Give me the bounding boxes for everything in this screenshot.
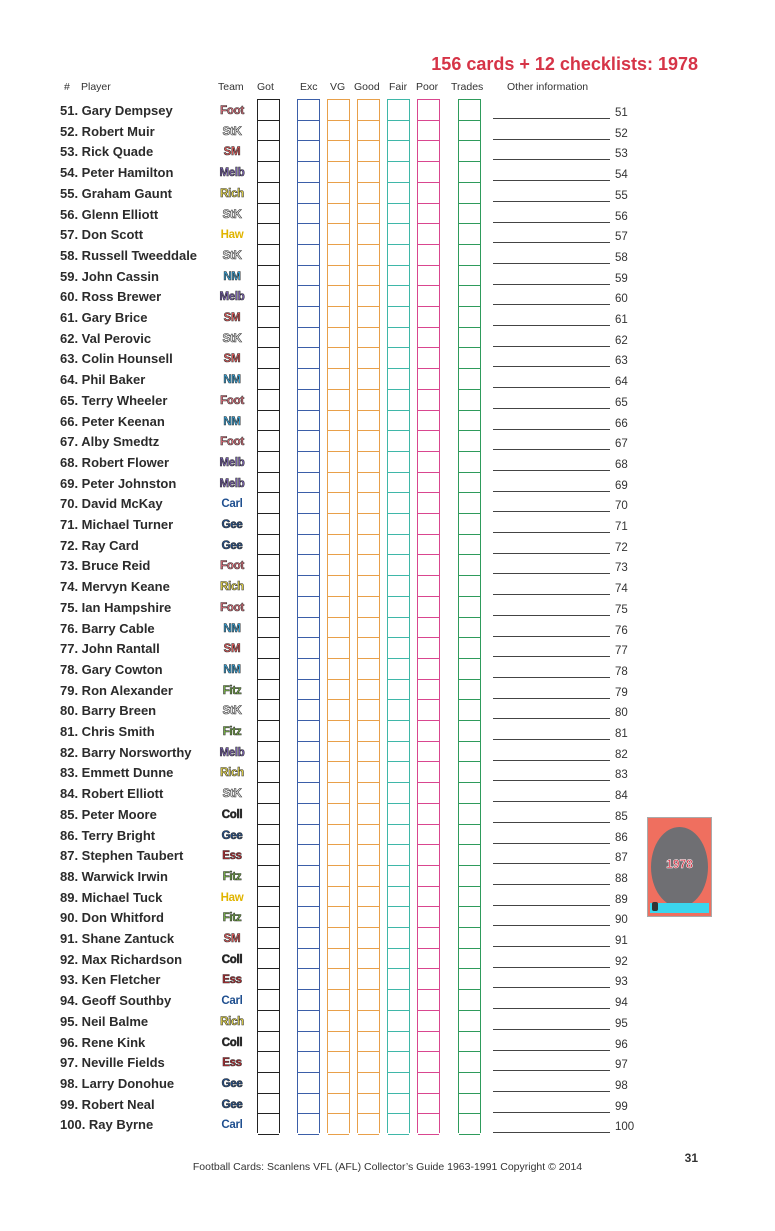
team-badge: StK [222,332,242,345]
player-name: 87. Stephen Taubert [60,848,184,864]
player-name: 99. Robert Neal [60,1096,155,1112]
other-information-line[interactable] [493,594,610,595]
page-title: 156 cards + 12 checklists: 1978 [431,54,698,74]
player-name: 63. Colin Hounsell [60,351,173,367]
card-number: 85 [615,810,628,823]
table-row [0,578,775,598]
other-information-line[interactable] [493,159,610,160]
other-information-line[interactable] [493,615,610,616]
table-row [0,288,775,308]
card-number: 88 [615,872,628,885]
card-number: 81 [615,728,628,740]
player-name: 79. Ron Alexander [60,682,173,698]
player-name: 52. Robert Muir [60,123,155,139]
table-row [0,392,775,412]
checkbox-cell[interactable] [459,99,480,100]
card-number: 94 [615,997,628,1010]
other-information-line[interactable] [493,677,610,678]
other-information-line[interactable] [493,346,610,347]
header-poor: Poor [416,81,439,93]
player-name: 51. Gary Dempsey [60,103,173,118]
card-number: 63 [615,355,628,368]
table-row [0,309,775,329]
team-badge: Coll [221,953,243,966]
table-row [0,661,775,681]
card-number: 71 [615,521,628,533]
other-information-line[interactable] [493,656,610,657]
team-badge: Ess [222,974,242,987]
team-badge: Melb [219,477,245,490]
team-badge: StK [222,125,242,138]
player-name: 98. Larry Donohue [60,1075,175,1091]
table-row [0,702,775,722]
table-row [0,537,775,557]
card-number: 54 [615,169,628,182]
team-badge: Fitz [222,870,242,883]
player-name: 86. Terry Bright [60,827,156,843]
table-row [0,371,775,391]
other-information-line[interactable] [493,884,610,885]
card-number: 99 [615,1100,628,1113]
team-badge: Rich [220,187,244,200]
table-row [0,785,775,805]
team-badge: Ess [222,1057,242,1070]
card-number: 87 [615,852,628,865]
player-name: 96. Rene Kink [60,1034,146,1050]
player-name: 78. Gary Cowton [60,661,163,677]
page-number: 31 [684,1151,698,1165]
table-row [0,516,775,536]
table-row [0,971,775,991]
table-row [0,744,775,764]
checkbox-cell[interactable] [298,99,319,100]
card-number: 80 [615,707,628,720]
other-information-line[interactable] [493,698,610,699]
card-number: 89 [615,893,628,906]
team-badge: Foot [220,394,244,407]
player-name: 84. Robert Elliott [60,786,164,802]
player-name: 71. Michael Turner [60,517,174,532]
player-name: 72. Ray Card [60,537,139,553]
card-number: 68 [615,458,628,471]
team-badge: Foot [220,105,244,117]
player-name: 82. Barry Norsworthy [60,744,192,760]
other-information-line[interactable] [493,1050,610,1051]
card-number: 66 [615,417,628,430]
player-name: 88. Warwick Irwin [60,868,168,884]
team-badge: Carl [221,498,243,511]
team-badge: StK [222,249,242,262]
player-name: 93. Ken Fletcher [60,972,161,988]
team-badge: Ess [222,850,242,863]
team-badge: NM [223,415,241,428]
checkbox-cell[interactable] [418,99,439,100]
table-row [0,1075,775,1095]
table-row [0,1034,775,1054]
table-row [0,992,775,1012]
team-badge: SM [223,146,241,159]
player-name: 94. Geoff Southby [60,993,172,1009]
player-name: 100. Ray Byrne [60,1117,154,1133]
table-row [0,185,775,205]
table-row [0,226,775,246]
other-information-line[interactable] [493,429,610,430]
table-row [0,1116,775,1136]
table-row [0,454,775,474]
player-name: 54. Peter Hamilton [60,165,174,181]
other-information-line[interactable] [493,263,610,264]
team-badge: Coll [221,808,243,821]
table-row [0,350,775,370]
team-badge: SM [223,312,241,324]
team-badge: NM [223,663,241,676]
other-information-line[interactable] [493,470,610,471]
table-row [0,599,775,619]
other-information-line[interactable] [493,284,610,285]
table-row [0,475,775,495]
other-information-line[interactable] [493,905,610,906]
other-information-line[interactable] [493,1091,610,1092]
header-fair: Fair [389,81,408,93]
card-number: 62 [615,334,628,347]
card-number: 100 [615,1121,635,1134]
team-badge: Carl [221,995,243,1008]
header-exc: Exc [300,81,318,93]
header-other-information: Other information [507,81,589,93]
card-number: 61 [615,314,628,326]
player-name: 53. Rick Quade [60,144,154,160]
player-name: 83. Emmett Dunne [60,765,174,781]
team-badge: StK [222,705,242,718]
card-number: 79 [615,686,628,699]
other-information-line[interactable] [493,387,610,388]
checkbox-cell[interactable] [328,99,349,100]
team-badge: Melb [219,746,245,759]
header-got: Got [257,81,274,93]
checkbox-cell[interactable] [358,99,379,100]
table-row [0,723,775,743]
other-information-line[interactable] [493,946,610,947]
other-information-line[interactable] [493,201,610,202]
card-number: 77 [615,645,628,658]
player-name: 69. Peter Johnston [60,475,177,491]
card-number: 86 [615,831,628,844]
team-badge: Melb [219,456,245,469]
other-information-line[interactable] [493,242,610,243]
player-name: 65. Terry Wheeler [60,392,168,408]
other-information-line[interactable] [493,718,610,719]
player-name: 85. Peter Moore [60,806,157,822]
other-information-line[interactable] [493,1112,610,1113]
team-badge: NM [223,270,241,283]
other-information-line[interactable] [493,863,610,864]
footer-copyright: Football Cards: Scanlens VFL (AFL) Collector’s Guide 1963-1991 Copyright © 2014 [192,1161,583,1173]
table-row [0,330,775,350]
team-badge: StK [222,208,242,221]
table-row [0,1054,775,1074]
card-number: 52 [615,127,628,140]
table-row [0,102,775,122]
player-name: 64. Phil Baker [60,372,146,388]
team-badge: Carl [221,1119,243,1132]
card-number: 98 [615,1079,628,1092]
team-badge: SM [223,353,241,366]
card-year-label: 1978 [666,857,693,871]
player-name: 60. Ross Brewer [60,289,162,305]
player-name: 74. Mervyn Keane [60,579,170,595]
card-figure [652,902,658,911]
team-badge: NM [223,374,241,387]
player-name: 68. Robert Flower [60,454,170,470]
team-badge: SM [223,643,241,656]
card-number: 93 [615,976,628,989]
card-number: 59 [615,272,628,285]
table-row [0,1096,775,1116]
player-name: 73. Bruce Reid [60,558,151,574]
card-number: 57 [615,231,628,244]
other-information-line[interactable] [493,222,610,223]
table-row [0,495,775,515]
player-name: 62. Val Perovic [60,330,152,346]
other-information-line[interactable] [493,511,610,512]
table-row [0,930,775,950]
other-information-line[interactable] [493,843,610,844]
player-name: 70. David McKay [60,496,163,512]
player-name: 77. John Rantall [60,641,160,657]
player-name: 91. Shane Zantuck [60,931,175,946]
player-name: 57. Don Scott [60,227,144,243]
other-information-line[interactable] [493,1008,610,1009]
table-row [0,164,775,184]
player-name: 75. Ian Hampshire [60,599,172,615]
team-badge: Melb [219,291,245,304]
team-badge: Fitz [222,684,242,697]
team-badge: StK [222,788,242,801]
player-name: 81. Chris Smith [60,724,155,739]
player-name: 58. Russell Tweeddale [60,247,198,263]
team-badge: Gee [221,829,243,842]
other-information-line[interactable] [493,739,610,740]
checkbox-cell[interactable] [388,99,409,100]
card-number: 56 [615,210,628,223]
team-badge: Gee [221,539,243,552]
table-row [0,247,775,267]
card-number: 96 [615,1038,628,1051]
header-good: Good [354,81,380,93]
table-row [0,620,775,640]
table-row [0,206,775,226]
other-information-line[interactable] [493,760,610,761]
player-name: 90. Don Whitford [60,910,164,926]
team-badge: Foot [220,601,244,614]
team-badge: Foot [220,436,244,449]
other-information-line[interactable] [493,925,610,926]
team-badge: Gee [221,1098,243,1111]
card-number: 67 [615,438,628,451]
other-information-line[interactable] [493,1070,610,1071]
player-name: 66. Peter Keenan [60,413,165,429]
player-name: 56. Glenn Elliott [60,206,159,222]
team-badge: Fitz [222,912,242,925]
other-information-line[interactable] [493,139,610,140]
table-row [0,413,775,433]
header-hash: # [64,81,70,93]
player-name: 95. Neil Balme [60,1013,149,1029]
team-badge: Gee [221,519,243,531]
table-row [0,640,775,660]
other-information-line[interactable] [493,801,610,802]
other-information-line[interactable] [493,967,610,968]
card-number: 51 [615,107,628,119]
player-name: 67. Alby Smedtz [60,434,160,450]
table-row [0,433,775,453]
team-badge: Fitz [222,726,242,738]
card-number: 90 [615,914,628,927]
table-row [0,557,775,577]
other-information-line[interactable] [493,408,610,409]
table-row [0,682,775,702]
other-information-line[interactable] [493,987,610,988]
table-row [0,268,775,288]
other-information-line[interactable] [493,636,610,637]
header-trades: Trades [451,81,484,93]
header-team: Team [218,81,244,93]
card-number: 84 [615,790,628,803]
other-information-line[interactable] [493,532,610,533]
player-name: 92. Max Richardson [60,951,183,967]
team-badge: NM [223,622,241,635]
other-information-line[interactable] [493,449,610,450]
card-number: 91 [615,935,628,947]
other-information-line[interactable] [493,1132,610,1133]
player-name: 76. Barry Cable [60,620,155,636]
header-vg: VG [330,81,346,93]
team-badge: SM [223,933,241,945]
card-number: 78 [615,665,628,678]
team-badge: Haw [220,891,244,904]
card-number: 76 [615,624,628,637]
team-badge: Rich [220,767,244,780]
other-information-line[interactable] [493,118,610,119]
card-number: 58 [615,251,628,264]
card-number: 64 [615,376,628,389]
card-number: 82 [615,748,628,761]
table-row [0,123,775,143]
other-information-line[interactable] [493,325,610,326]
other-information-line[interactable] [493,573,610,574]
player-name: 80. Barry Breen [60,703,157,719]
player-name: 61. Gary Brice [60,310,148,325]
team-badge: Foot [220,560,244,573]
card-number: 92 [615,955,628,968]
header-player: Player [81,81,111,93]
team-badge: Gee [221,1077,243,1090]
other-information-line[interactable] [493,553,610,554]
other-information-line[interactable] [493,491,610,492]
table-row [0,1013,775,1033]
team-badge: Coll [221,1036,243,1049]
card-number: 53 [615,148,628,161]
other-information-line[interactable] [493,366,610,367]
card-number: 70 [615,500,628,513]
other-information-line[interactable] [493,304,610,305]
card-number: 97 [615,1059,628,1072]
card-number: 83 [615,769,628,782]
table-row [0,143,775,163]
team-badge: Melb [219,167,245,180]
player-name: 59. John Cassin [60,268,159,284]
other-information-line[interactable] [493,1029,610,1030]
team-badge: Rich [220,581,244,594]
card-number: 55 [615,189,628,202]
other-information-line[interactable] [493,822,610,823]
team-badge: Haw [220,229,244,242]
table-row [0,764,775,784]
card-thumbnail [647,817,712,917]
card-number: 95 [615,1017,628,1030]
player-name: 55. Graham Gaunt [60,185,172,201]
table-row [0,951,775,971]
team-badge: Rich [220,1015,244,1028]
card-number: 75 [615,603,628,616]
card-number: 65 [615,396,628,409]
card-number: 60 [615,293,628,306]
checkbox-cell[interactable] [258,99,279,100]
player-name: 97. Neville Fields [60,1055,165,1071]
card-number: 73 [615,562,628,575]
other-information-line[interactable] [493,780,610,781]
card-number: 72 [615,541,628,554]
other-information-line[interactable] [493,180,610,181]
card-strip [650,903,709,913]
player-name: 89. Michael Tuck [60,889,163,905]
card-number: 69 [615,479,628,492]
card-number: 74 [615,583,628,596]
